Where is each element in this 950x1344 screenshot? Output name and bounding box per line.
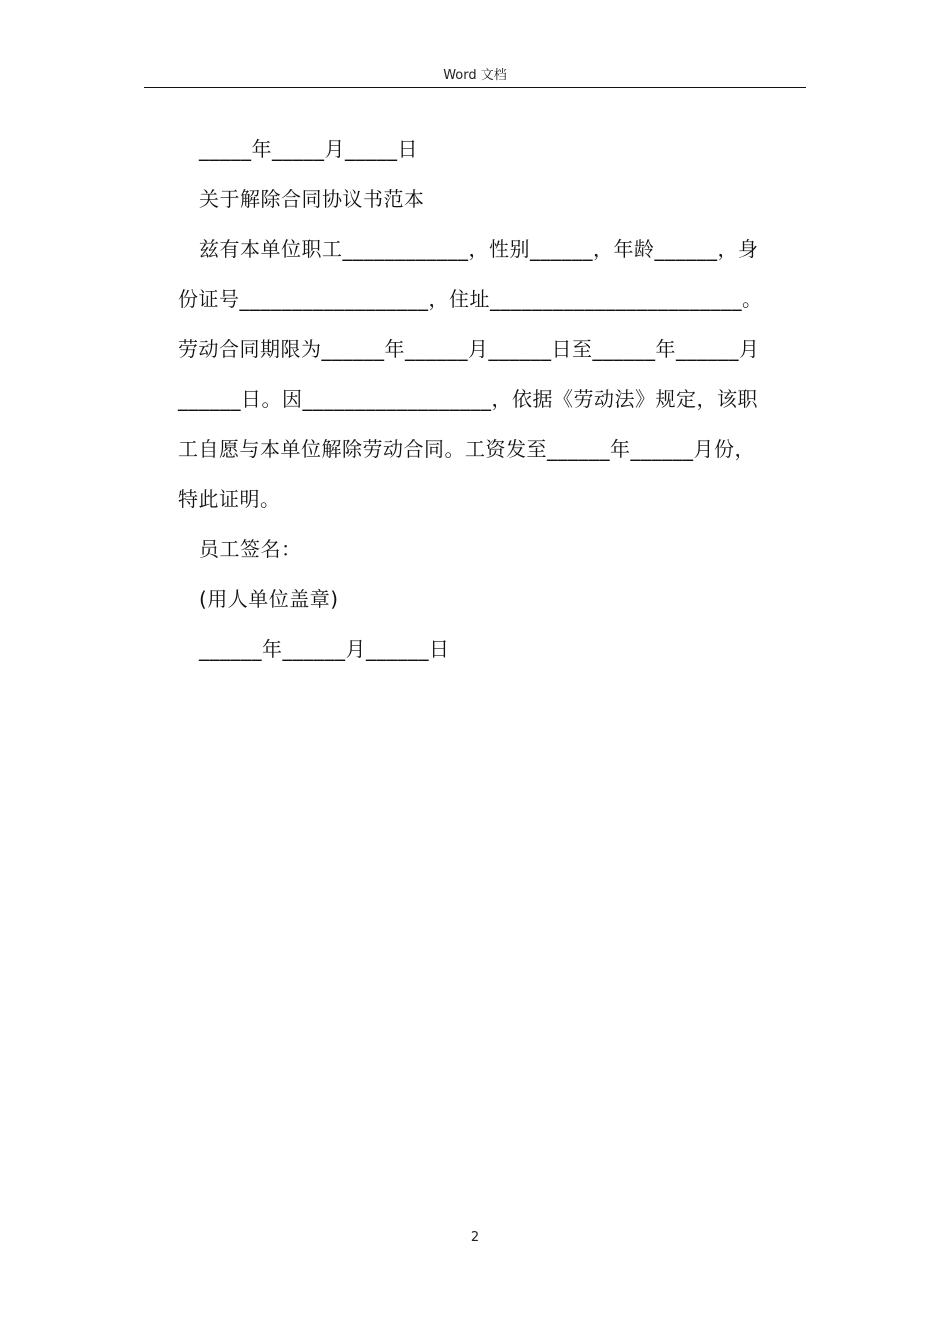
paragraph-line-6: 特此证明。 (178, 487, 281, 511)
date-line-bottom: ______年______月______日 (199, 637, 450, 661)
header-divider (144, 87, 806, 88)
page-header: Word 文档 (443, 68, 507, 83)
paragraph-line-3: 劳动合同期限为______年______月______日至______年______月 (178, 337, 760, 361)
document-body (178, 124, 804, 674)
paragraph-line-4: ______日。因__________________，依据《劳动法》规定，该职 (178, 387, 758, 411)
paragraph-line-1: 兹有本单位职工____________，性别______，年龄______，身 (199, 237, 759, 261)
document-title: 关于解除合同协议书范本 (199, 187, 425, 211)
employer-seal-label: (用人单位盖章) (199, 587, 339, 611)
paragraph-line-5: 工自愿与本单位解除劳动合同。工资发至______年______月份， (178, 437, 755, 461)
employee-signature-label: 员工签名： (199, 537, 302, 561)
paragraph-line-2: 份证号__________________，住址________________________。 (178, 287, 763, 311)
date-line-top: _____年_____月_____日 (199, 137, 418, 161)
page-number: 2 (470, 1230, 480, 1245)
